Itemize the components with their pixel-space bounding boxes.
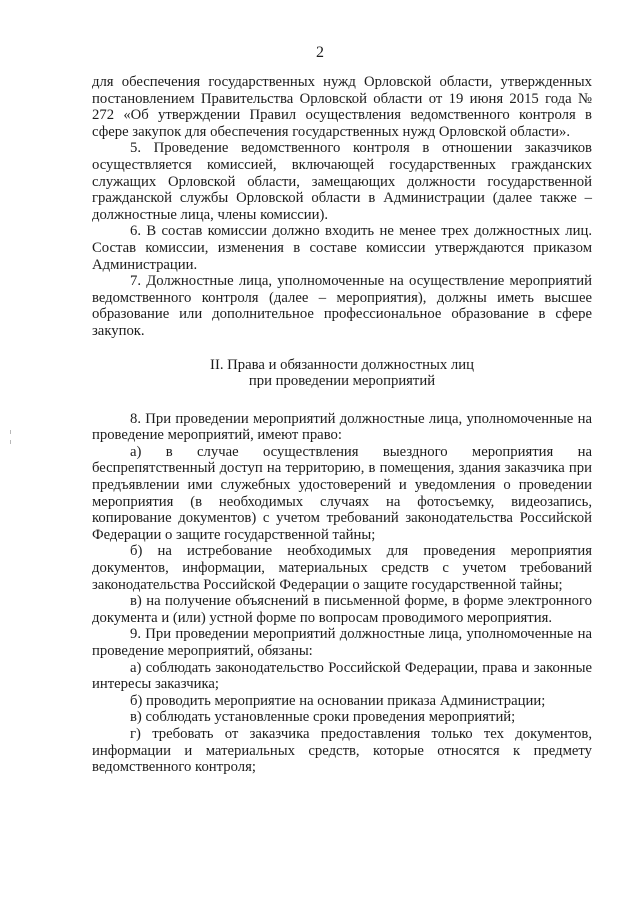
- subitem-9c: в) соблюдать установленные сроки проведения мероприятий;: [130, 709, 516, 726]
- subitem-8b: б) на истребование необходимых для проведения мероприятия документов, информации, материальных средств с учетом требований законодательства Российской Федерации о защите государственной тайны;: [92, 543, 592, 593]
- scan-mark: [10, 430, 11, 434]
- subitem-9d: г) требовать от заказчика предоставления только тех документов, информации и материальных средств, которые относятся к предмету ведомственного контроля;: [92, 725, 592, 776]
- paragraph-item-8: 8. При проведении мероприятий должностные лица, уполномоченные на проведение мероприятий, имеют право:: [92, 410, 592, 444]
- paragraph-item-6: 6. В состав комиссии должно входить не менее трех должностных лиц. Состав комиссии, изменения в составе комиссии утверждаются приказом Администрации.: [92, 223, 592, 273]
- subitem-8c: в) на получение объяснений в письменной форме, в форме электронного документа и (или) устной форме по вопросам проводимого мероприятия.: [92, 593, 592, 626]
- section-heading-line-1: II. Права и обязанности должностных лиц: [210, 356, 474, 373]
- subitem-9a: а) соблюдать законодательство Российской Федерации, права и законные интересы заказчика;: [92, 659, 592, 693]
- paragraph-item-5: 5. Проведение ведомственного контроля в отношении заказчиков осуществляется комиссией, включающей государственных гражданских служащих Орловской области, замещающих должности государственной гражданской службы Орловской области в Администрации (далее также – должностные лица, члены комиссии).: [92, 140, 592, 223]
- paragraph-item-9: 9. При проведении мероприятий должностные лица, уполномоченные на проведение мероприятий, обязаны:: [92, 626, 592, 659]
- subitem-9b: б) проводить мероприятие на основании приказа Администрации;: [130, 692, 546, 709]
- page-number: 2: [316, 44, 324, 61]
- paragraph-continuation: для обеспечения государственных нужд Орловской области, утвержденных постановлением Правительства Орловской области от 19 июня 2015 года № 272 «Об утверждении Правил осуществления ведомственного контроля в сфере закупок для обеспечения государственных нужд Орловской области».: [92, 74, 592, 140]
- paragraph-item-7: 7. Должностные лица, уполномоченные на осуществление мероприятий ведомственного контроля (далее – мероприятия), должны иметь высшее образование или дополнительное профессиональное образование в сфере закупок.: [92, 273, 592, 339]
- section-heading-line-2: при проведении мероприятий: [248, 373, 436, 390]
- section-heading: [92, 357, 592, 390]
- subitem-8a: а) в случае осуществления выездного мероприятия на беспрепятственный доступ на территорию, в помещения, здания заказчика при предъявлении ими служебных удостоверений и уведомления о проведении мероприятия (в необходимых случаях на фотосъемку, видеозапись, копирование документов) с учетом требований законодательства Российской Федерации о защите государственной тайны;: [92, 443, 592, 543]
- scan-mark: [10, 440, 11, 444]
- document-body: [92, 74, 592, 776]
